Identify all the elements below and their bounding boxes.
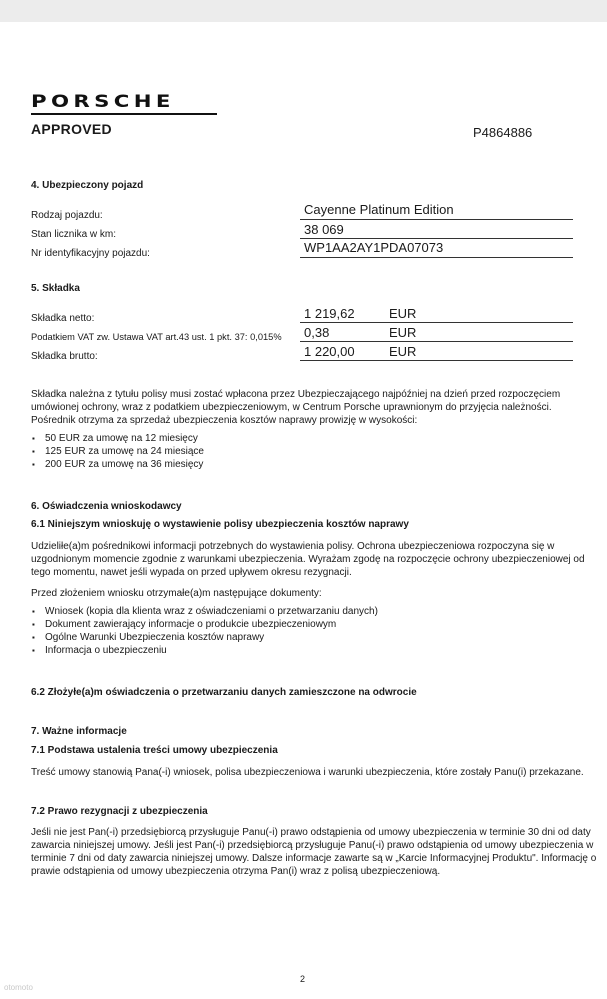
gross-premium-currency: EUR <box>389 344 417 359</box>
vehicle-type-value: Cayenne Platinum Edition <box>304 202 454 217</box>
vat-label: Podatkiem VAT zw. Ustawa VAT art.43 ust. 1 pkt. 37: 0,015% <box>31 332 282 342</box>
logo-wordmark: PORSCHE <box>31 92 175 112</box>
section-6-title: 6. Oświadczenia wnioskodawcy <box>31 501 182 512</box>
withdrawal-paragraph: Jeśli nie jest Pan(-i) przedsiębiorcą przysługuje Panu(-i) prawo odstąpienia od umowy ubezpieczenia w terminie 30 dni od daty zawarcia niniejszej umowy. Jeśli jest Pan(-i) przedsiębiorcą przysługuje Panu(-i) prawo odstąpienia od umowy ubezpieczenia w terminie 7 dni od daty zawarcia niniejszej umowy. Dalsze informacje zawarte są w „Karcie Informacyjnej Produktu". Informację o prawie odstąpienia od umowy ubezpieczenia otrzyma Pan(i) wraz z polisą ubezpieczeniową. <box>31 827 597 877</box>
porsche-logo <box>31 92 221 112</box>
documents-intro: Przed złożeniem wniosku otrzymałe(a)m następujące dokumenty: <box>31 588 322 599</box>
commission-item: ▪ 200 EUR za umowę na 36 miesięcy <box>45 459 203 470</box>
vat-currency: EUR <box>389 325 417 340</box>
document-item: ▪ Informacja o ubezpieczeniu <box>45 645 167 656</box>
reference-number: P4864886 <box>473 125 533 140</box>
contract-basis-paragraph: Treść umowy stanowią Pana(-i) wniosek, polisa ubezpieczeniowa i warunki ubezpieczenia, które zostały Panu(i) przekazane. <box>31 767 584 778</box>
section-5-title: 5. Składka <box>31 283 80 294</box>
document-item: ▪ Wniosek (kopia dla klienta wraz z oświadczeniami o przetwarzaniu danych) <box>45 606 378 617</box>
net-premium-label: Składka netto: <box>31 313 95 324</box>
top-bar <box>0 0 607 22</box>
watermark: otomoto <box>4 983 33 992</box>
field-underline <box>300 257 573 258</box>
document-item: ▪ Ogólne Warunki Ubezpieczenia kosztów naprawy <box>45 632 264 643</box>
logo-underline <box>31 113 217 115</box>
section-6-1-title: 6.1 Niniejszym wnioskuję o wystawienie polisy ubezpieczenia kosztów naprawy <box>31 519 409 530</box>
approved-label: APPROVED <box>31 121 112 137</box>
odometer-value: 38 069 <box>304 222 344 237</box>
field-underline <box>300 238 573 239</box>
section-4-title: 4. Ubezpieczony pojazd <box>31 180 144 191</box>
section-7-1-title: 7.1 Podstawa ustalenia treści umowy ubezpieczenia <box>31 745 278 756</box>
commission-paragraph: Pośrednik otrzyma za sprzedaż ubezpieczenia kosztów naprawy prowizję w wysokości: <box>31 415 418 426</box>
field-underline <box>300 219 573 220</box>
document-item: ▪ Dokument zawierający informacje o produkcie ubezpieczeniowym <box>45 619 336 630</box>
gross-premium-label: Składka brutto: <box>31 351 98 362</box>
vin-label: Nr identyfikacyjny pojazdu: <box>31 248 150 259</box>
odometer-label: Stan licznika w km: <box>31 229 117 240</box>
payment-paragraph: Składka należna z tytułu polisy musi zostać wpłacona przez Ubezpieczającego najpóźniej na dzień przed rozpoczęciem umówionej ochrony, wraz z podatkiem ubezpieczeniowym, w Centrum Porsche uprawnionym do przyjęcia należności. <box>31 389 561 413</box>
commission-item: ▪ 125 EUR za umowę na 24 miesiące <box>45 446 204 457</box>
declaration-paragraph: Udzieliłe(a)m pośrednikowi informacji potrzebnych do wystawienia polisy. Ochrona ubezpieczeniowa rozpoczyna się w uzgodnionym momencie zgodnie z warunkami ubezpieczenia. Wyrażam zgodę na rozpoczęcie ochrony ubezpieczeniowej od tego momentu, nawet jeśli wypada on przed upływem okresu rezygnacji. <box>31 541 585 578</box>
net-premium-amount: 1 219,62 <box>304 306 355 321</box>
commission-item: ▪ 50 EUR za umowę na 12 miesięcy <box>45 433 198 444</box>
page-number: 2 <box>300 974 306 984</box>
field-underline <box>300 341 573 342</box>
section-6-2-title: 6.2 Złożyłe(a)m oświadczenia o przetwarzaniu danych zamieszczone na odwrocie <box>31 687 417 698</box>
vat-amount: 0,38 <box>304 325 330 340</box>
section-7-title: 7. Ważne informacje <box>31 726 127 737</box>
gross-premium-amount: 1 220,00 <box>304 344 355 359</box>
net-premium-currency: EUR <box>389 306 417 321</box>
field-underline <box>300 360 573 361</box>
vin-value: WP1AA2AY1PDA07073 <box>304 240 444 255</box>
field-underline <box>300 322 573 323</box>
vehicle-type-label: Rodzaj pojazdu: <box>31 210 103 221</box>
section-7-2-title: 7.2 Prawo rezygnacji z ubezpieczenia <box>31 806 208 817</box>
